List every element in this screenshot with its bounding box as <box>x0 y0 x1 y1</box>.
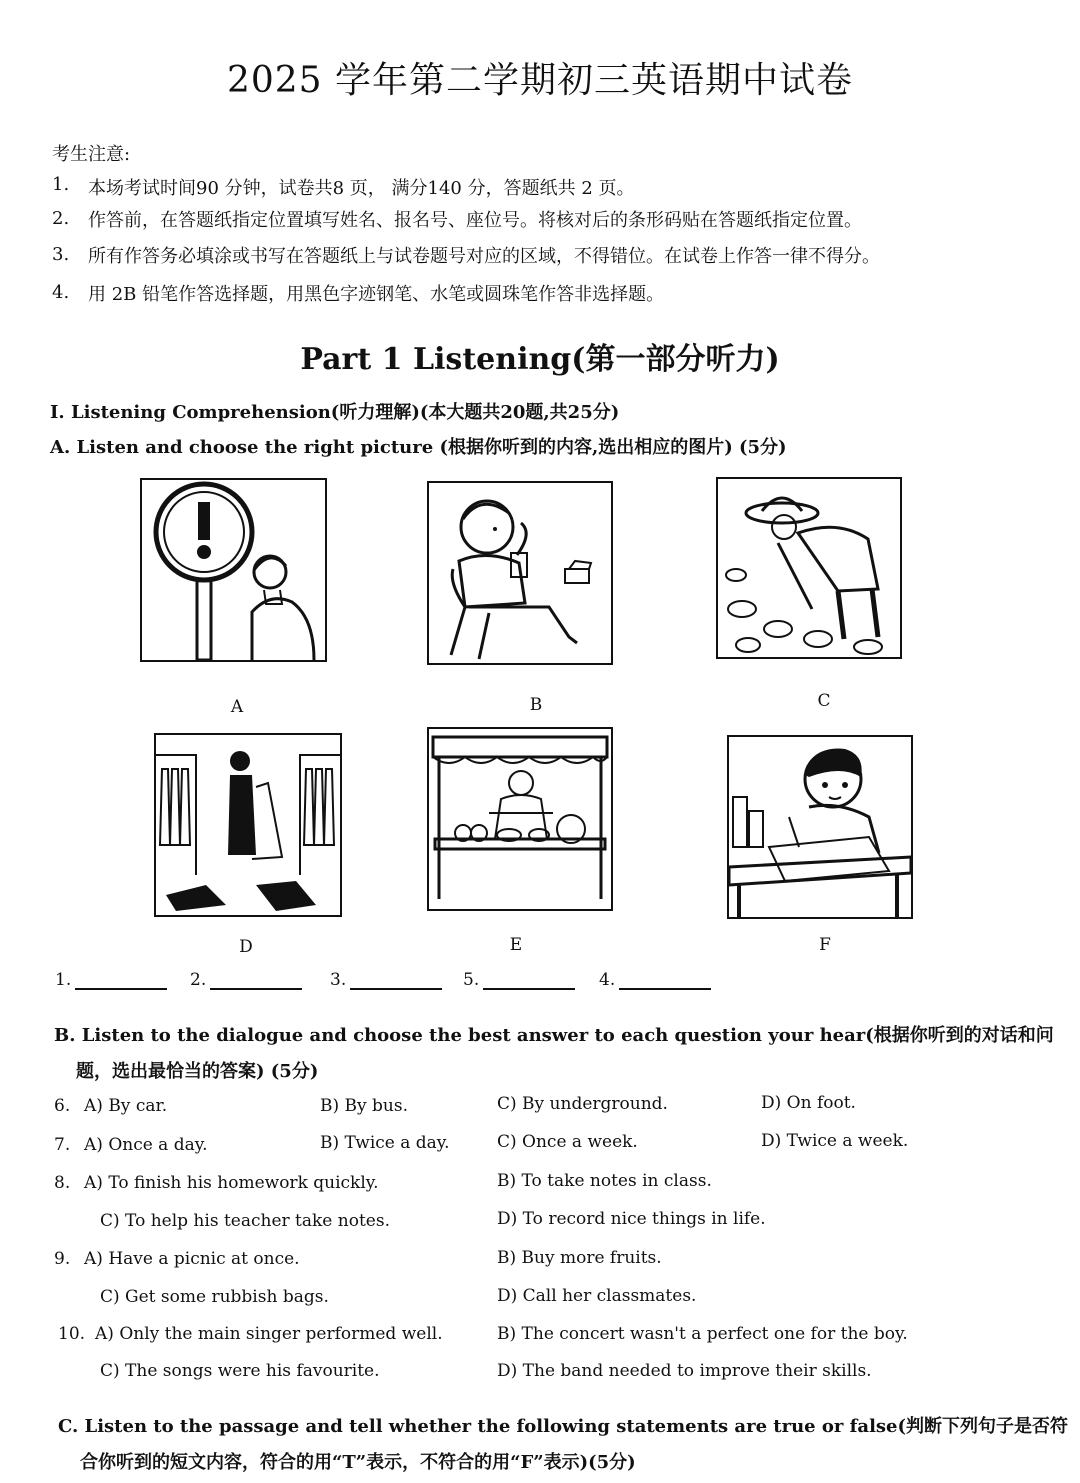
picture-a-label: A <box>230 697 244 717</box>
boy-eating-icon <box>429 483 611 663</box>
q10-option-d[interactable]: D) The band needed to improve their skills. <box>497 1361 872 1381</box>
q10-option-b[interactable]: B) The concert wasn't a perfect one for the boy. <box>497 1324 908 1344</box>
section-i-heading: I. Listening Comprehension(听力理解)(本大题共20题,共25分) <box>50 402 620 423</box>
q8-option-d[interactable]: D) To record nice things in life. <box>497 1209 766 1229</box>
picture-c <box>716 477 902 659</box>
blank-number: 5. <box>463 970 480 990</box>
boy-writing-icon <box>729 737 911 917</box>
q7-option-a[interactable]: A) Once a day. <box>84 1135 208 1155</box>
part-title: Part 1 Listening(第一部分听力) <box>300 342 780 377</box>
blank-number: 3. <box>330 970 347 990</box>
picture-f-label: F <box>819 935 831 955</box>
q8-option-a[interactable]: A) To finish his homework quickly. <box>84 1173 379 1193</box>
q8-option-c[interactable]: C) To help his teacher take notes. <box>100 1211 390 1231</box>
picture-b-label: B <box>529 695 543 715</box>
note-item-3: 所有作答务必填涂或书写在答题纸上与试卷题号对应的区域，不得错位。在试卷上作答一律不得分。 <box>88 246 880 267</box>
picture-e-label: E <box>509 935 523 955</box>
section-b-heading-line2: 题，选出最恰当的答案) (5分) <box>76 1061 319 1082</box>
blank-number: 2. <box>190 970 207 990</box>
market-stall-icon <box>429 729 611 909</box>
picture-c-label: C <box>817 691 831 711</box>
note-item-3-num: 3. <box>52 244 70 265</box>
note-item-2-num: 2. <box>52 208 70 229</box>
q9-option-c[interactable]: C) Get some rubbish bags. <box>100 1287 329 1307</box>
note-item-4: 用 2B 铅笔作答选择题，用黑色字迹钢笔、水笔或圆珠笔作答非选择题。 <box>88 284 665 305</box>
q10-option-c[interactable]: C) The songs were his favourite. <box>100 1361 380 1381</box>
woman-clothes-shop-icon <box>156 735 340 915</box>
q6-option-a[interactable]: A) By car. <box>84 1096 168 1116</box>
q10-option-a[interactable]: A) Only the main singer performed well. <box>95 1324 443 1344</box>
q6-option-c[interactable]: C) By underground. <box>497 1094 668 1114</box>
picture-e <box>427 727 613 911</box>
q7-number: 7. <box>54 1135 71 1155</box>
picture-a <box>140 478 327 662</box>
q9-option-d[interactable]: D) Call her classmates. <box>497 1286 697 1306</box>
blank-number: 1. <box>55 970 72 990</box>
answer-blank-3[interactable] <box>330 970 442 990</box>
picture-b <box>427 481 613 665</box>
section-a-heading: A. Listen and choose the right picture (根据你听到的内容,选出相应的图片) (5分) <box>50 437 787 458</box>
answer-blank-5[interactable] <box>463 970 575 990</box>
note-item-2: 作答前，在答题纸指定位置填写姓名、报名号、座位号。将核对后的条形码贴在答题纸指定位置。 <box>88 210 862 231</box>
q7-option-b[interactable]: B) Twice a day. <box>320 1133 450 1153</box>
section-c-heading-line2: 合你听到的短文内容，符合的用“T”表示，不符合的用“F”表示)(5分) <box>80 1452 636 1473</box>
q6-number: 6. <box>54 1096 71 1116</box>
notes-heading: 考生注意: <box>52 144 131 165</box>
farmer-gardening-icon <box>718 479 900 657</box>
answer-blank-4[interactable] <box>599 970 711 990</box>
q8-option-b[interactable]: B) To take notes in class. <box>497 1171 712 1191</box>
q6-option-b[interactable]: B) By bus. <box>320 1096 408 1116</box>
section-b-heading-line1: B. Listen to the dialogue and choose the best answer to each question your hear(根据你听到的对话和问 <box>54 1025 1054 1046</box>
blank-number: 4. <box>599 970 616 990</box>
picture-d-label: D <box>239 937 253 957</box>
q9-option-b[interactable]: B) Buy more fruits. <box>497 1248 662 1268</box>
exam-title: 2025 学年第二学期初三英语期中试卷 <box>226 60 854 101</box>
q8-number: 8. <box>54 1173 71 1193</box>
q9-number: 9. <box>54 1249 71 1269</box>
q7-option-d[interactable]: D) Twice a week. <box>761 1131 909 1151</box>
note-item-1-num: 1. <box>52 174 70 195</box>
picture-f <box>727 735 913 919</box>
q9-option-a[interactable]: A) Have a picnic at once. <box>84 1249 300 1269</box>
note-item-1: 本场考试时间90 分钟，试卷共8 页， 满分140 分，答题纸共 2 页。 <box>88 178 635 199</box>
answer-blank-2[interactable] <box>190 970 302 990</box>
q6-option-d[interactable]: D) On foot. <box>761 1093 856 1113</box>
picture-d <box>154 733 342 917</box>
q10-number: 10. <box>58 1324 86 1344</box>
warning-sign-boy-icon <box>142 480 325 660</box>
note-item-4-num: 4. <box>52 282 70 303</box>
q7-option-c[interactable]: C) Once a week. <box>497 1132 638 1152</box>
section-c-heading-line1: C. Listen to the passage and tell whether the following statements are true or false(判断下列句子是否符 <box>58 1416 1069 1437</box>
answer-blank-1[interactable] <box>55 970 167 990</box>
